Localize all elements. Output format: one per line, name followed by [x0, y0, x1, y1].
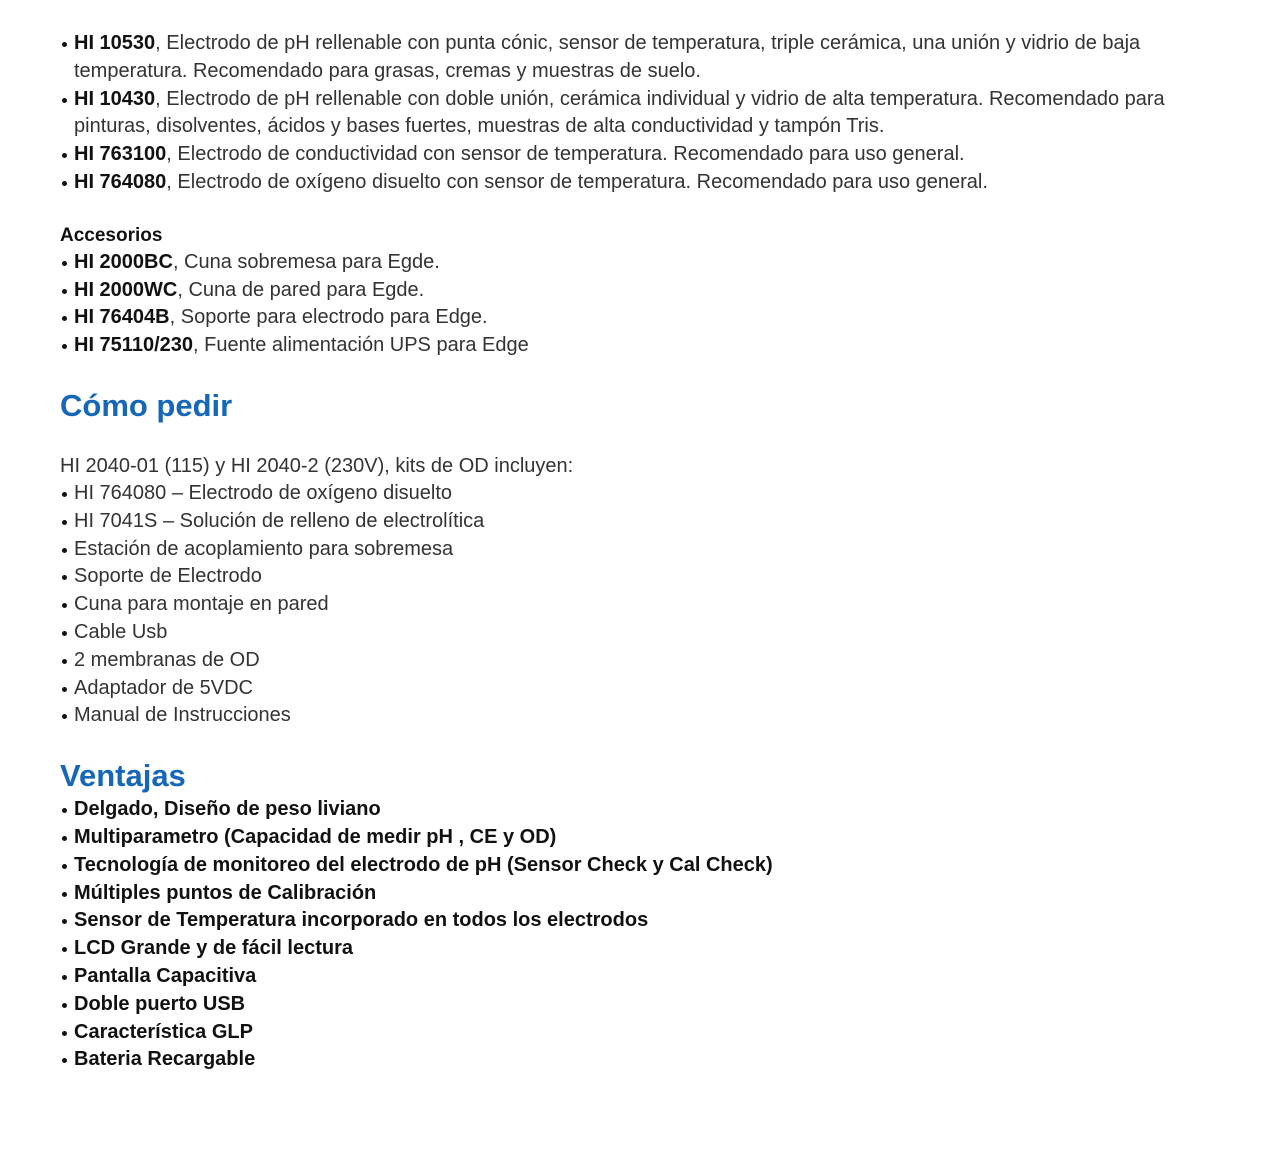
list-item: [60, 249, 1275, 277]
product-description: , Soporte para electrodo para Edge.: [169, 306, 488, 329]
list-item: [60, 304, 1275, 332]
list-item: Doble puerto USB: [60, 991, 1275, 1019]
list-item: [60, 141, 1220, 169]
list-item: Tecnología de monitoreo del electrodo de pH (Sensor Check y Cal Check): [60, 852, 1275, 880]
list-item: [60, 169, 1220, 197]
list-item: Pantalla Capacitiva: [60, 963, 1275, 991]
list-item: Sensor de Temperatura incorporado en todos los electrodos: [60, 907, 1275, 935]
product-code: HI 10530: [74, 32, 156, 54]
list-item: [60, 277, 1275, 305]
list-item: Estación de acoplamiento para sobremesa: [60, 536, 1275, 564]
product-code: HI 763100: [74, 143, 167, 166]
accessories-list: [60, 249, 1275, 360]
advantages-title: Ventajas: [60, 758, 186, 794]
product-description: , Cuna sobremesa para Egde.: [172, 250, 440, 273]
list-item: Manual de Instrucciones: [60, 702, 1275, 730]
list-item: Cable Usb: [60, 619, 1275, 647]
list-item: 2 membranas de OD: [60, 647, 1275, 675]
product-code: HI 75110/230: [74, 334, 193, 357]
kit-contents-list: [60, 480, 1275, 730]
list-item: [60, 86, 1220, 142]
list-item: Delgado, Diseño de peso liviano: [60, 796, 1275, 824]
electrode-list: [60, 30, 1220, 197]
ordering-title: Cómo pedir: [60, 387, 233, 423]
accessories-heading: Accesorios: [60, 224, 163, 246]
ordering-intro: HI 2040-01 (115) y HI 2040-2 (230V), kits de OD incluyen:: [60, 454, 574, 477]
list-item: HI 764080 – Electrodo de oxígeno disuelto: [60, 480, 1275, 508]
list-item: Adaptador de 5VDC: [60, 675, 1275, 703]
product-code: HI 76404B: [74, 306, 170, 329]
list-item: Bateria Recargable: [60, 1046, 1275, 1074]
product-description: , Electrodo de conductividad con sensor de temperatura. Recomendado para uso general.: [166, 143, 965, 166]
product-code: HI 764080: [74, 170, 167, 193]
product-description: , Cuna de pared para Egde.: [177, 278, 425, 301]
advantages-list: [60, 796, 1275, 1074]
product-code: HI 2000WC: [74, 278, 178, 301]
product-description: , Electrodo de pH rellenable con doble unión, cerámica individual y vidrio de alta temperatura. Recomendado para pinturas, disolventes, ácidos y bases fuertes, muestras de alta conductividad y tampón Tris.: [74, 87, 1165, 138]
list-item: [60, 30, 1220, 86]
list-item: Cuna para montaje en pared: [60, 591, 1275, 619]
list-item: Soporte de Electrodo: [60, 563, 1275, 591]
product-description: , Electrodo de pH rellenable con punta cónic, sensor de temperatura, triple cerámica, una unión y vidrio de baja temperatura. Recomendado para grasas, cremas y muestras de suelo.: [74, 32, 1141, 82]
product-code: HI 2000BC: [74, 250, 173, 273]
list-item: [60, 332, 1275, 360]
list-item: Multiparametro (Capacidad de medir pH , CE y OD): [60, 824, 1275, 852]
list-item: LCD Grande y de fácil lectura: [60, 935, 1275, 963]
product-description: , Fuente alimentación UPS para Edge: [193, 334, 529, 357]
list-item: Característica GLP: [60, 1019, 1275, 1047]
product-code: HI 10430: [74, 87, 156, 110]
list-item: HI 7041S – Solución de relleno de electrolítica: [60, 508, 1275, 536]
product-description: , Electrodo de oxígeno disuelto con sensor de temperatura. Recomendado para uso general.: [166, 170, 988, 193]
list-item: Múltiples puntos de Calibración: [60, 880, 1275, 908]
